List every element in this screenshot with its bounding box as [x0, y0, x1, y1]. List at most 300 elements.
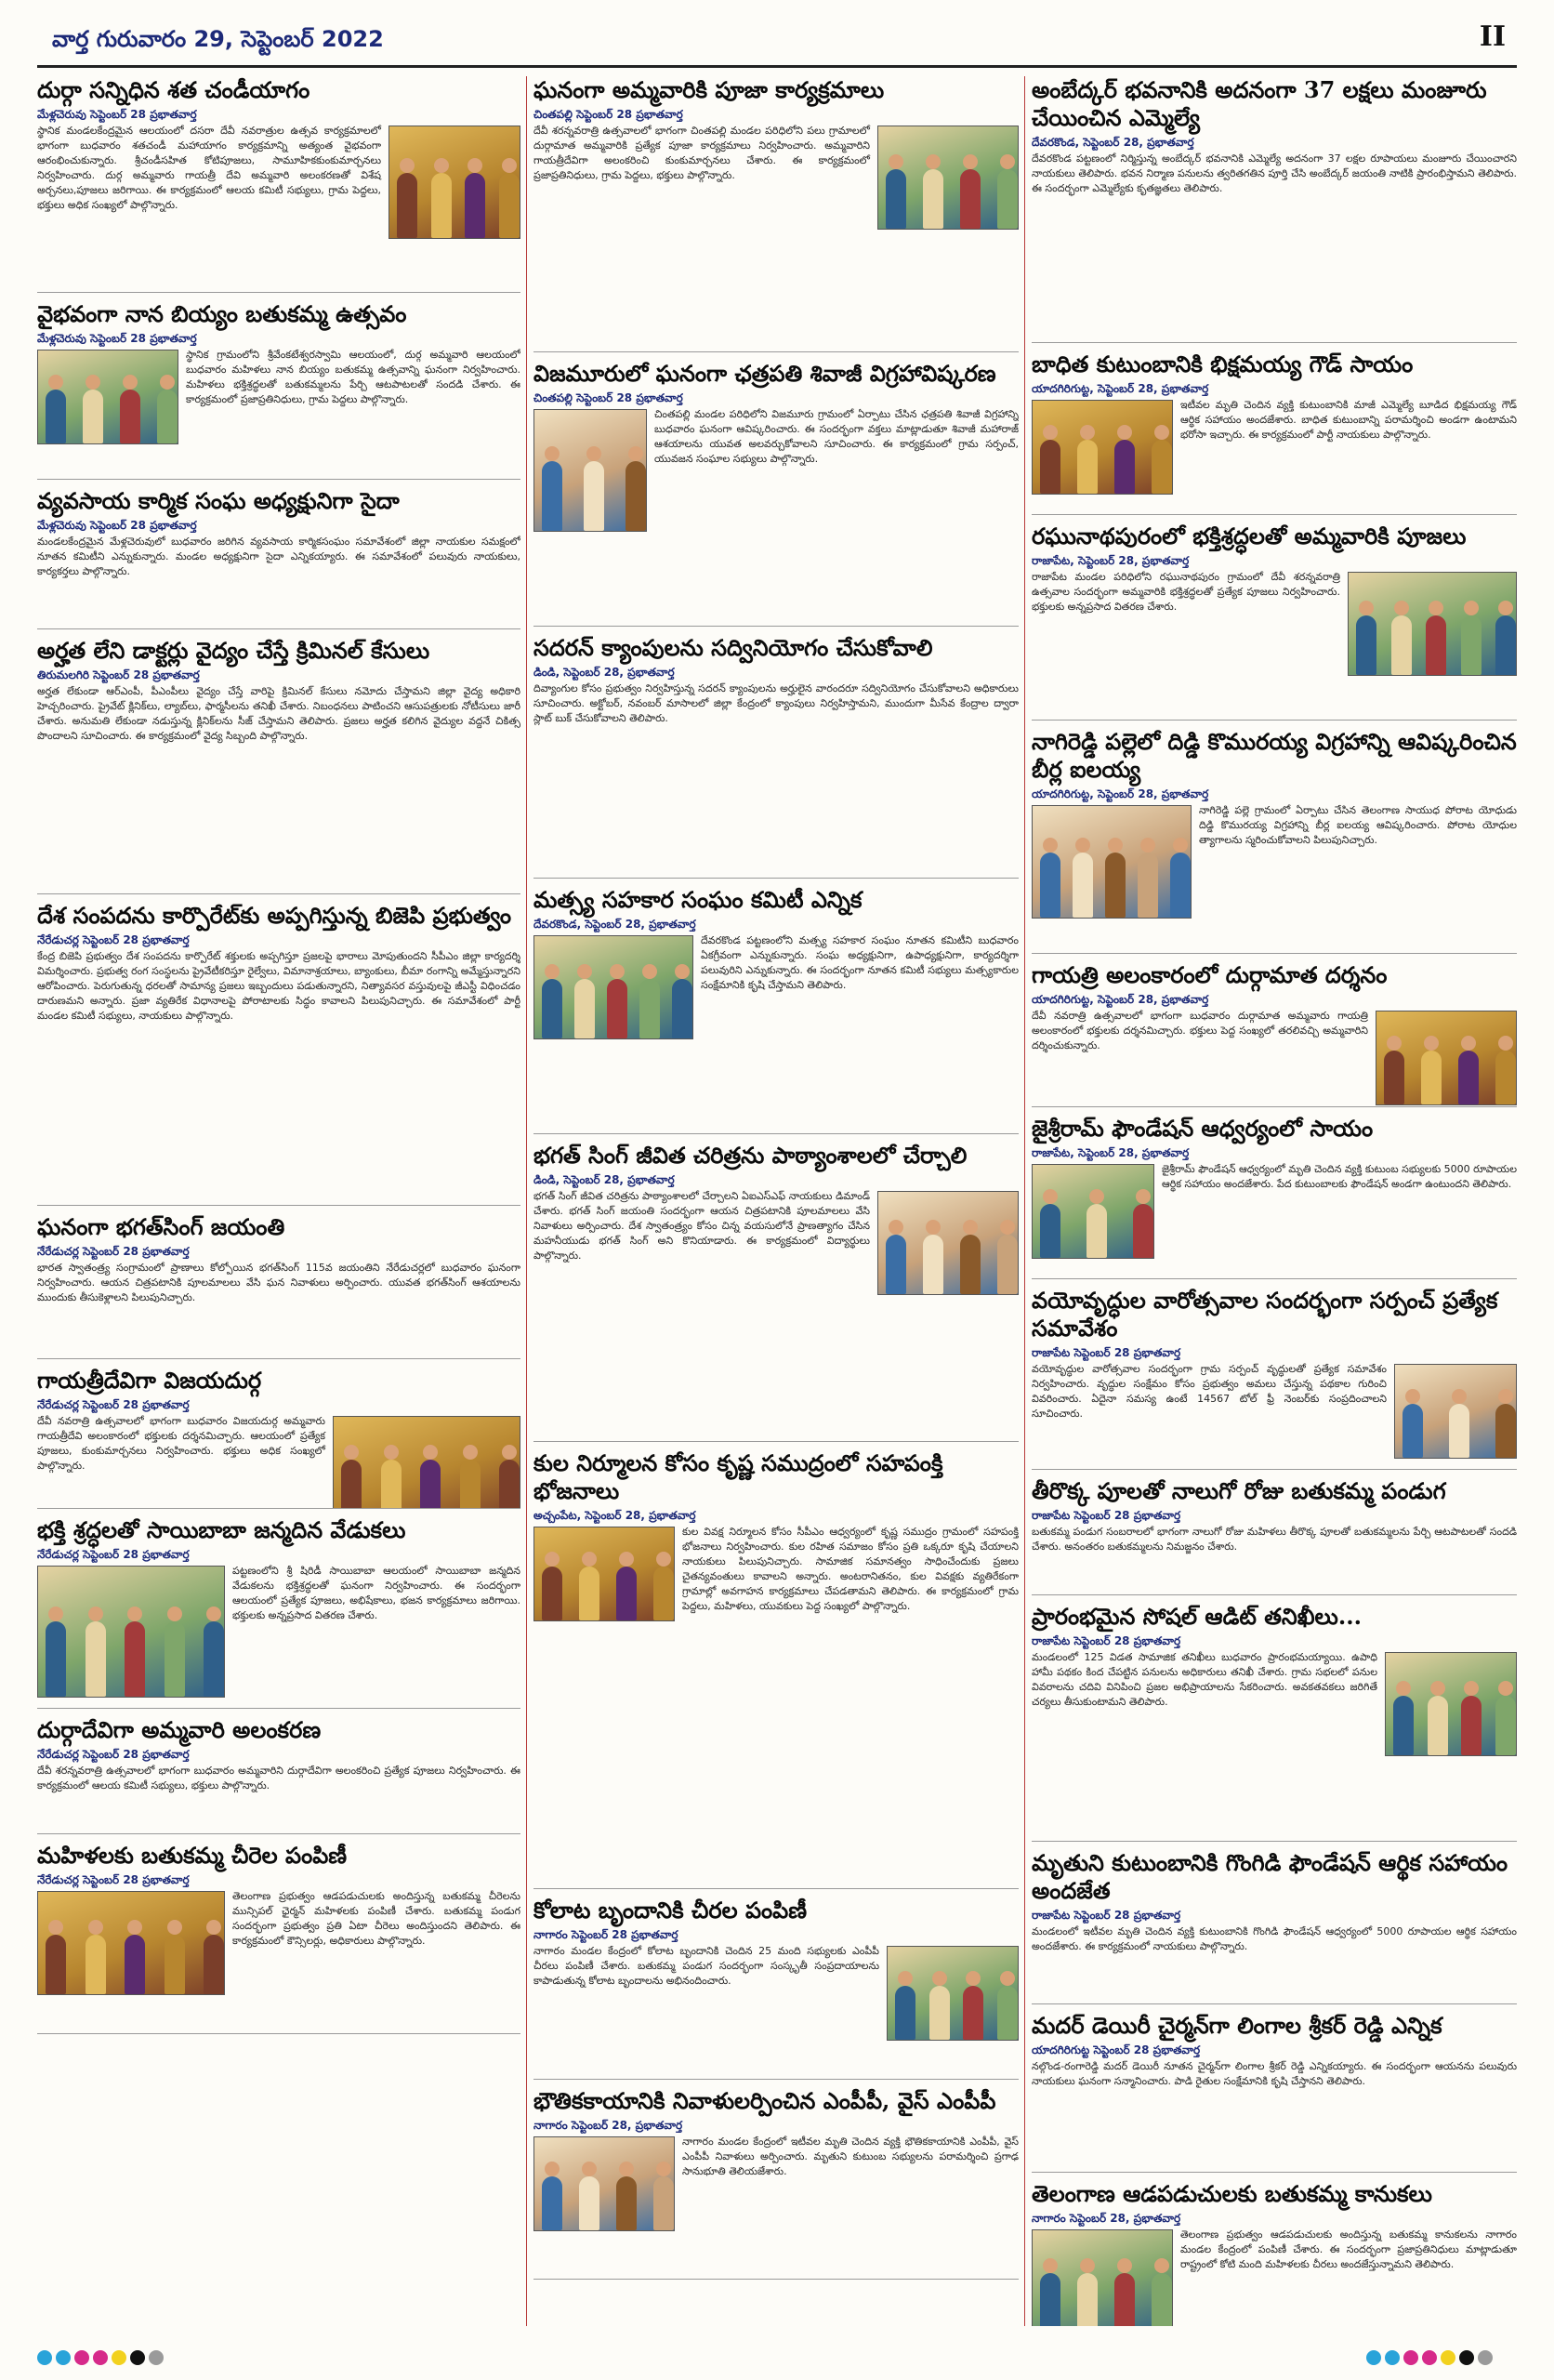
- photo-figure: [574, 979, 595, 1038]
- photo-figure: [1105, 853, 1126, 918]
- story-dateline: డిండి, సెప్టెంబర్ 28, ప్రభాతవార్త: [533, 666, 675, 679]
- news-story: [37, 1716, 520, 1834]
- story-dateline: నాగారం సెప్టెంబర్ 28, ప్రభాతవార్త: [1032, 2212, 1181, 2225]
- photo-figure-head: [963, 154, 978, 169]
- photo-figure-head: [160, 375, 175, 390]
- photo-figure: [886, 1235, 906, 1294]
- story-photo: [37, 350, 178, 444]
- photo-figure: [607, 979, 627, 1038]
- photo-figure-head: [384, 1445, 399, 1460]
- story-dateline: నేరేడుచర్ల సెప్టెంబర్ 28 ప్రభాతవార్త: [37, 1398, 190, 1411]
- photo-figure: [46, 390, 66, 443]
- photo-figure-head: [1461, 1036, 1476, 1051]
- story-dateline: నేరేడుచర్ల సెప్టెంబర్ 28 ప్రభాతవార్త: [37, 1748, 190, 1761]
- story-body: అర్హత లేకుండా ఆర్ఎంపీ, పీఎంపీలు వైద్యం చేస్తే వారిపై క్రిమినల్ కేసులు నమోదు చేస్తామని జిల్లా వైద్య అధికారి హెచ్చరించారు. ప్రైవేట్ క్లినిక్‌లు, ల్యాబ్‌లు, ఫార్మసీలను తనిఖీ చేశారు. నిబంధనలు పాటించని ఆసుపత్రులకు నోటీసులు జారీ చేశారు. అనుమతి లేకుండా నడుస్తున్న క్లినిక్‌లను సీజ్ చేస్తామని తెలిపారు. ప్రజలు అర్హత కలిగిన వైద్యుల వద్దనే చికిత్స పొందాలని సూచించారు. ఈ కార్యక్రమంలో వైద్య సిబ్బంది పాల్గొన్నారు.: [37, 685, 520, 742]
- story-dateline: యాదగిరిగుట్ట, సెప్టెంబర్ 28, ప్రభాతవార్త: [1032, 787, 1209, 800]
- photo-figure-head: [1043, 425, 1058, 440]
- story-photo: [533, 1527, 675, 1621]
- photo-figure-head: [675, 964, 690, 979]
- photo-figure-head: [889, 154, 903, 169]
- photo-figure: [1384, 1051, 1404, 1104]
- news-story: [1032, 1287, 1517, 1470]
- photo-figure-head: [167, 1920, 182, 1935]
- story-photo: [1385, 1652, 1517, 1756]
- story-body: వయోవృద్ధుల వారోత్సవాల సందర్భంగా గ్రామ సర్పంచ్ వృద్ధులతో ప్రత్యేక సమావేశం నిర్వహించారు. వృద్ధుల సంక్షేమం కోసం ప్రభుత్వం అమలు చేస్తున్న పథకాల గురించి వివరించారు. ఏదైనా సమస్య ఉంటే 14567 టోల్ ఫ్రీ నెంబర్‌కు సంప్రదించాలని సూచించారు.: [1032, 1363, 1387, 1420]
- photo-figure: [653, 2176, 674, 2230]
- story-body: బతుకమ్మ పండుగ సంబరాలలో భాగంగా నాలుగో రోజు మహిళలు తీరొక్క పూలతో బతుకమ్మలను పేర్చి ఆటపాటలతో సందడి చేశారు. అనంతరం బతుకమ్మలను నిమజ్జనం చేశారు.: [1032, 1526, 1517, 1553]
- news-story: [533, 886, 1019, 1134]
- photo-figure: [125, 1935, 145, 1994]
- photo-figure: [963, 1986, 983, 2040]
- news-story: [37, 902, 520, 1206]
- photo-figure: [1040, 440, 1060, 494]
- story-photo: [1032, 400, 1173, 495]
- story-body: మండలంలో 125 విడత సామాజిక తనిఖీలు బుధవారం ప్రారంభమయ్యాయి. ఉపాధి హామీ పథకం కింద చేపట్టిన పనులను అధికారులు తనిఖీ చేశారు. గ్రామ సభలలో పనుల వివరాలను చదివి వినిపించి ప్రజల అభిప్రాయాలను సేకరించారు. అవకతవకలు జరిగితే చర్యలు తీసుకుంటామని తెలిపారు.: [1032, 1651, 1377, 1708]
- story-dateline: దేవరకొండ, సెప్టెంబర్ 28, ప్రభాతవార్త: [1032, 136, 1194, 149]
- photo-figure-head: [1043, 838, 1058, 853]
- photo-figure-head: [1359, 601, 1374, 615]
- news-story: [1032, 76, 1517, 343]
- story-headline: అంబేద్కర్ భవనానికి అదనంగా 37 లక్షలు మంజూరు చేయించిన ఎమ్మెల్యే: [1032, 76, 1487, 131]
- photo-figure: [1077, 2273, 1098, 2326]
- photo-figure-head: [582, 1552, 597, 1567]
- story-body: నాగారం మండల కేంద్రంలో కోలాట బృందానికి చెందిన 25 మంది సభ్యులకు ఎంపీపీ చీరలు పంపిణీ చేశారు. బతుకమ్మ పండుగ సందర్భంగా సంస్కృతీ సంప్రదాయాలను కాపాడుతున్న కోలాట బృందాలను అభినందించారు.: [533, 1945, 879, 1987]
- photo-figure: [923, 169, 943, 229]
- story-body: దేవీ నవరాత్రి ఉత్సవాలలో భాగంగా బుధవారం దుర్గామాత అమ్మవారు గాయత్రి అలంకారంలో భక్తులకు దర్శనమిచ్చారు. భక్తులు పెద్ద సంఖ్యలో తరలివచ్చి అమ్మవారిని దర్శించుకున్నారు.: [1032, 1010, 1368, 1051]
- photo-figure-head: [48, 1920, 63, 1935]
- story-body: ఇటీవల మృతి చెందిన వ్యక్తి కుటుంబానికి మాజీ ఎమ్మెల్యే బూడిద భిక్షమయ్య గౌడ్ ఆర్థిక సహాయం అందజేశారు. బాధిత కుటుంబాన్ని పరామర్శించి అండగా ఉంటామని భరోసా ఇచ్చారు. ఈ కార్యక్రమంలో పార్టీ నాయకులు పాల్గొన్నారు.: [1180, 399, 1517, 441]
- news-story: [37, 1367, 520, 1509]
- story-dateline: యాదగిరిగుట్ట, సెప్టెంబర్ 28, ప్రభాతవార్త: [1032, 993, 1209, 1006]
- registration-dot: [130, 2350, 145, 2365]
- photo-figure-head: [1000, 1971, 1015, 1986]
- photo-figure: [165, 1621, 185, 1697]
- news-story: [533, 360, 1019, 627]
- photo-figure: [1391, 615, 1412, 675]
- registration-dot: [1459, 2350, 1474, 2365]
- story-dateline: నాగారం సెప్టెంబర్ 28, ప్రభాతవార్త: [533, 2119, 683, 2132]
- news-story: [533, 1449, 1019, 1889]
- photo-figure: [1152, 2273, 1172, 2326]
- photo-figure-head: [1117, 425, 1132, 440]
- photo-figure: [381, 1460, 402, 1509]
- photo-figure: [465, 173, 485, 238]
- story-headline: నాగిరెడ్డి పల్లెలో దిడ్డి కొమురయ్య విగ్రహాన్ని ఆవిష్కరించిన బీర్ల ఐలయ్య: [1032, 728, 1517, 783]
- photo-figure-head: [963, 1220, 978, 1235]
- story-body: దేవీ శరన్నవరాత్రి ఉత్సవాలలో భాగంగా బుధవారం అమ్మవారిని దుర్గాదేవిగా అలంకరించి ప్రత్యేక పూజలు నిర్వహించారు. ఈ కార్యక్రమంలో ఆలయ కమిటీ సభ్యులు, భక్తులు పాల్గొన్నారు.: [37, 1765, 520, 1792]
- photo-figure-head: [1405, 1389, 1420, 1404]
- photo-figure-head: [434, 158, 449, 173]
- registration-dot: [1385, 2350, 1400, 2365]
- photo-figure: [46, 1621, 66, 1697]
- story-dateline: అచ్చంపేట, సెప్టెంబర్ 28, ప్రభాతవార్త: [533, 1509, 696, 1522]
- story-body: స్థానిక మండలకేంద్రమైన ఆలయంలో దసరా దేవీ నవరాత్రుల ఉత్సవ కార్యక్రమాలలో భాగంగా బుధవారం శతచండీ మహాయాగం కార్యక్రమాన్ని అత్యంత వైభవంగా ఆరంభించుకున్నారు. శ్రీచండీసహిత కోటిపూజలు, సామూహికకుంకుమార్చనలు నిర్వహించారు. దుర్గ అమ్మవారు గాయత్రీ దేవి అమ్మవారి అలంకరణతో విశేష అర్చనలు,పూజలు జరిగాయి. ఈ కార్యక్రమంలో ఆలయ కమిటీ సభ్యులు, గ్రామ పెద్దలు, భక్తులు అధిక సంఖ్యలో పాల్గొన్నారు.: [37, 125, 381, 211]
- photo-figure: [1421, 1051, 1442, 1104]
- story-headline: దేశ సంపదను కార్పొరేట్‌కు అప్పగిస్తున్న బిజెపి ప్రభుత్వం: [37, 902, 512, 929]
- story-headline: మహిళలకు బతుకమ్మ చీరెల పంపిణీ: [37, 1842, 348, 1869]
- story-headline: ఘనంగా అమ్మవారికి పూజా కార్యక్రమాలు: [533, 76, 885, 103]
- news-story: [37, 1842, 520, 2034]
- masthead: [37, 13, 1517, 68]
- story-headline: జైశ్రీరామ్ ఫౌండేషన్ ఆధ్వర్యంలో సాయం: [1032, 1115, 1374, 1142]
- story-body: రాజాపేట మండల పరిధిలోని రఘునాథపురం గ్రామంలో దేవీ శరన్నవరాత్రి ఉత్సవాల సందర్భంగా అమ్మవారికి భక్తిశ్రద్ధలతో ప్రత్యేక పూజలు నిర్వహించారు. భక్తులకు అన్నప్రసాద వితరణ చేశారు.: [1032, 571, 1340, 613]
- photo-figure: [579, 2176, 599, 2230]
- photo-figure-head: [1108, 838, 1123, 853]
- story-body: పట్టణంలోని శ్రీ షిరిడీ సాయిబాబా ఆలయంలో సాయిబాబా జన్మదిన వేడుకలను భక్తిశ్రద్ధలతో ఘనంగా నిర్వహించారు. ఈ సందర్భంగా ఆలయంలో ప్రత్యేక పూజలు, అభిషేకాలు, భజన కార్యక్రమాలు జరిగాయి. భక్తులకు అన్నప్రసాద వితరణ చేశారు.: [232, 1565, 520, 1621]
- column-2: [533, 76, 1019, 2326]
- photo-figure: [929, 1986, 950, 2040]
- story-body: నాగారం మండల కేంద్రంలో ఇటీవల మృతి చెందిన వ్యక్తి భౌతికకాయానికి ఎంపీపీ, వైస్ ఎంపీపీ నివాళులు అర్పించారు. మృతుని కుటుంబ సభ్యులను పరామర్శించి ప్రగాఢ సానుభూతి తెలియజేశారు.: [682, 2135, 1019, 2177]
- photo-figure-head: [1080, 2258, 1095, 2273]
- photo-figure-head: [400, 158, 415, 173]
- story-dateline: దేవరకొండ, సెప్టెంబర్ 28, ప్రభాతవార్త: [533, 918, 696, 931]
- story-body: భారత స్వాతంత్ర్య సంగ్రామంలో ప్రాణాలు కోల్పోయిన భగత్‌సింగ్ 115వ జయంతిని నేరేడుచర్లలో బుధవారం ఘనంగా నిర్వహించారు. ఆయన చిత్రపటానికి పూలమాలలు వేసి ఘన నివాళులు అర్పించారు. యువత భగత్‌సింగ్ ఆశయాలను ముందుకు తీసుకెళ్లాలని పిలుపునిచ్చారు.: [37, 1262, 520, 1303]
- photo-figure: [204, 1621, 224, 1697]
- photo-figure-head: [1136, 1189, 1151, 1204]
- photo-figure: [584, 461, 604, 531]
- story-headline: కోలాట బృందానికి చీరల పంపిణీ: [533, 1897, 808, 1924]
- photo-figure-head: [1154, 2258, 1169, 2273]
- photo-figure-head: [656, 2162, 671, 2176]
- photo-figure: [542, 1567, 562, 1620]
- photo-figure: [1040, 853, 1060, 918]
- photo-figure: [341, 1460, 362, 1509]
- story-dateline: రాజాపేట సెప్టెంబర్ 28 ప్రభాతవార్త: [1032, 1509, 1181, 1522]
- photo-figure-head: [123, 375, 138, 390]
- photo-figure-head: [582, 2162, 597, 2176]
- news-story: [37, 300, 520, 480]
- photo-figure-head: [932, 1971, 947, 1986]
- photo-figure: [1461, 1696, 1482, 1755]
- color-registration-marks-left: [37, 2350, 167, 2367]
- story-headline: ప్రారంభమైన సోషల్ ఆడిట్ తనిఖీలు...: [1032, 1603, 1362, 1630]
- photo-figure-head: [48, 1606, 63, 1621]
- photo-figure: [1495, 1404, 1516, 1458]
- photo-figure: [1152, 440, 1172, 494]
- photo-figure-head: [656, 1552, 671, 1567]
- story-body: చింతపల్లి మండల పరిధిలోని విజమూరు గ్రామంలో ఏర్పాటు చేసిన ఛత్రపతి శివాజీ విగ్రహాన్ని బుధవారం ఘనంగా ఆవిష్కరించారు. ఈ సందర్భంగా వక్తలు మాట్లాడుతూ శివాజీ మహారాజ్ ఆశయాలను యువత అలవర్చుకోవాలని సూచించారు. ఈ కార్యక్రమంలో గ్రామ సర్పంచ్, యువజన సంఘాల సభ్యులు పాల్గొన్నారు.: [654, 408, 1019, 465]
- column-1: [37, 76, 520, 2326]
- story-body: స్థానిక గ్రామంలోని శ్రీవేంకటేశ్వరస్వామి ఆలయంలో, దుర్గ అమ్మవారి ఆలయంలో బుధవారం మహిళలు నాన బియ్యం బతుకమ్మ ఉత్సవాన్ని ఘనంగా నిర్వహించారు. మహిళలు భక్తిశ్రద్ధలతో బతుకమ్మలను పేర్చి ఆటపాటలతో సందడి చేశారు. ఈ కార్యక్రమంలో ప్రజాప్రతినిధులు, గ్రామ పెద్దలు పాల్గొన్నారు.: [186, 349, 520, 405]
- story-headline: మత్స్య సహకార సంఘం కమిటీ ఎన్నిక: [533, 886, 863, 913]
- story-headline: విజమూరులో ఘనంగా ఛత్రపతి శివాజీ విగ్రహావిష్కరణ: [533, 360, 996, 387]
- photo-figure: [157, 390, 178, 443]
- news-story: [1032, 961, 1517, 1107]
- photo-figure-head: [127, 1606, 142, 1621]
- photo-figure: [1138, 853, 1158, 918]
- registration-dot: [112, 2350, 126, 2365]
- photo-figure: [120, 390, 140, 443]
- photo-figure-head: [1464, 1681, 1479, 1696]
- photo-figure-head: [1080, 425, 1095, 440]
- page-number: II: [1479, 20, 1506, 53]
- photo-figure-head: [1430, 1681, 1445, 1696]
- photo-figure: [1426, 615, 1446, 675]
- news-story: [1032, 350, 1517, 515]
- news-story: [1032, 1849, 1517, 2004]
- photo-figure-head: [344, 1445, 359, 1460]
- registration-dot: [56, 2350, 71, 2365]
- photo-figure: [204, 1935, 224, 1994]
- story-headline: రఘునాథపురంలో భక్తిశ్రద్ధలతో అమ్మవారికి పూజలు: [1032, 522, 1467, 549]
- story-dateline: డిండి, సెప్టెంబర్ 28, ప్రభాతవార్త: [533, 1173, 675, 1186]
- photo-figure-head: [48, 375, 63, 390]
- photo-figure-head: [1117, 2258, 1132, 2273]
- photo-figure-head: [966, 1971, 981, 1986]
- news-story: [1032, 522, 1517, 721]
- story-headline: వైభవంగా నాన బియ్యం బతుకమ్మ ఉత్సవం: [37, 300, 407, 327]
- news-story: [1032, 2180, 1517, 2326]
- story-body: నల్గొండ-రంగారెడ్డి మదర్ డెయిరీ నూతన చైర్మన్‌గా లింగాల శ్రీకర్ రెడ్డి ఎన్నికయ్యారు. ఈ సందర్భంగా ఆయనను పలువురు నాయకులు ఘనంగా సన్మానించారు. పాడి రైతుల సంక్షేమానికి కృషి చేస్తానని తెలిపారు.: [1032, 2060, 1517, 2087]
- photo-figure-head: [1498, 1036, 1513, 1051]
- story-body: దేవరకొండ పట్టణంలోని మత్స్య సహకార సంఘం నూతన కమిటీని బుధవారం ఏకగ్రీవంగా ఎన్నుకున్నారు. సంఘ అధ్యక్షునిగా, ఉపాధ్యక్షునిగా, కార్యదర్శిగా పలువురిని ఎన్నుకున్నారు. ఈ సందర్భంగా నూతన కమిటీ సభ్యులు మత్స్యకారుల సంక్షేమానికి కృషి చేస్తామని తెలిపారు.: [701, 934, 1019, 991]
- photo-figure: [1403, 1404, 1423, 1458]
- photo-figure-head: [545, 964, 560, 979]
- story-headline: కుల నిర్మూలన కోసం కృష్ణ సముద్రంలో సహపంక్తి భోజనాలు: [533, 1449, 943, 1504]
- photo-figure: [1495, 1696, 1516, 1755]
- story-body: తెలంగాణ ప్రభుత్వం ఆడపడుచులకు అందిస్తున్న బతుకమ్మ చీరెలను మున్సిపల్ ఛైర్మన్ మహిళలకు పంపిణీ చేశారు. బతుకమ్మ పండుగ సందర్భంగా ప్రభుత్వం ప్రతి ఏటా చీరెలు అందిస్తుందని తెలిపారు. ఈ కార్యక్రమంలో కౌన్సిలర్లు, అధికారులు పాల్గొన్నారు.: [232, 1890, 520, 1947]
- news-story: [1032, 1603, 1517, 1842]
- story-photo: [533, 2136, 675, 2231]
- story-body: దివ్యాంగుల కోసం ప్రభుత్వం నిర్వహిస్తున్న సదరన్ క్యాంపులను అర్హులైన వారందరూ సద్వినియోగం చేసుకోవాలని అధికారులు సూచించారు. అక్టోబర్, నవంబర్ మాసాలలో జిల్లా కేంద్రంలో క్యాంపులు నిర్వహిస్తామని, ముందుగా మీసేవ కేంద్రాల ద్వారా స్లాట్ బుక్ చేసుకోవాలని తెలిపారు.: [533, 682, 1019, 724]
- news-story: [37, 1516, 520, 1709]
- story-body: మండలంలో ఇటీవల మృతి చెందిన వ్యక్తి కుటుంబానికి గొంగిడి ఫౌండేషన్ ఆధ్వర్యంలో 5000 రూపాయల ఆర్థిక సహాయం అందజేశారు. ఈ కార్యక్రమంలో నాయకులు పాల్గొన్నారు.: [1032, 1925, 1517, 1952]
- photo-figure: [653, 1567, 674, 1620]
- photo-figure: [1495, 615, 1516, 675]
- news-story: [1032, 1477, 1517, 1595]
- photo-figure-head: [926, 154, 941, 169]
- story-photo: [1032, 1164, 1154, 1259]
- photo-figure-head: [610, 964, 625, 979]
- story-photo: [887, 1946, 1019, 2041]
- photo-figure-head: [642, 964, 657, 979]
- photo-figure: [1428, 1696, 1448, 1755]
- story-body: భగత్ సింగ్ జీవిత చరిత్రను పాఠ్యాంశాలలో చేర్చాలని ఏఐఎస్ఎఫ్ నాయకులు డిమాండ్ చేశారు. భగత్ సింగ్ జయంతి సందర్భంగా ఆయన చిత్రపటానికి పూలమాలలు వేసి నివాళులు అర్పించారు. దేశ స్వాతంత్ర్యం కోసం చిన్న వయసులోనే ప్రాణత్యాగం చేసిన మహనీయుడు భగత్ సింగ్ అని కొనియాడారు. ఈ కార్యక్రమంలో విద్యార్థులు పాల్గొన్నారు.: [533, 1190, 870, 1262]
- photo-figure: [460, 1460, 481, 1509]
- photo-figure-head: [1173, 838, 1188, 853]
- story-dateline: యాదగిరిగుట్ట, సెప్టెంబర్ 28, ప్రభాతవార్త: [1032, 382, 1209, 395]
- story-headline: వ్యవసాయ కార్మిక సంఘ అధ్యక్షునిగా సైదా: [37, 487, 400, 514]
- registration-dot: [1478, 2350, 1493, 2365]
- photo-figure: [86, 1621, 106, 1697]
- story-dateline: రాజాపేట, సెప్టెంబర్ 28, ప్రభాతవార్త: [1032, 554, 1190, 567]
- story-body: దేవీ శరన్నవరాత్రి ఉత్సవాలలో భాగంగా చింతపల్లి మండల పరిధిలోని పలు గ్రామాలలో దుర్గామాత అమ్మవారికి ప్రత్యేక పూజా కార్యక్రమాలు నిర్వహించారు. అమ్మవారిని గాయత్రీదేవిగా అలంకరించి కుంకుమార్చనలు చేశారు. ఈ కార్యక్రమంలో ప్రజాప్రతినిధులు, గ్రామ పెద్దలు, భక్తులు పాల్గొన్నారు.: [533, 125, 870, 181]
- story-headline: వయోవృద్ధుల వారోత్సవాల సందర్భంగా సర్పంచ్ ప్రత్యేక సమావేశం: [1032, 1287, 1498, 1342]
- registration-dot: [1441, 2350, 1455, 2365]
- photo-figure-head: [1498, 1389, 1513, 1404]
- photo-figure: [499, 1460, 520, 1509]
- story-dateline: రాజాపేట సెప్టెంబర్ 28 ప్రభాతవార్త: [1032, 1346, 1181, 1359]
- photo-figure-head: [586, 446, 601, 461]
- column-divider: [1024, 76, 1025, 2326]
- photo-figure: [1077, 440, 1098, 494]
- photo-figure-head: [1043, 2258, 1058, 2273]
- story-dateline: నేరేడుచర్ల సెప్టెంబర్ 28 ప్రభాతవార్త: [37, 1873, 190, 1886]
- photo-figure: [1170, 853, 1191, 918]
- story-dateline: యాదగిరిగుట్ట సెప్టెంబర్ 28 ప్రభాతవార్త: [1032, 2043, 1201, 2056]
- registration-dot: [1366, 2350, 1381, 2365]
- photo-figure-head: [1424, 1036, 1439, 1051]
- photo-figure: [895, 1986, 915, 2040]
- story-headline: భగత్ సింగ్ జీవిత చరిత్రను పాఠ్యాంశాలలో చేర్చాలి: [533, 1142, 968, 1169]
- photo-figure-head: [1000, 154, 1015, 169]
- photo-figure-head: [127, 1920, 142, 1935]
- news-story: [37, 76, 520, 293]
- story-body: నాగిరెడ్డి పల్లె గ్రామంలో ఏర్పాటు చేసిన తెలంగాణ సాయుధ పోరాట యోధుడు దిడ్డి కొమురయ్య విగ్రహాన్ని బీర్ల ఐలయ్య ఆవిష్కరించారు. పోరాట యోధుల త్యాగాలను స్మరించుకోవాలని పిలుపునిచ్చారు.: [1199, 804, 1517, 846]
- story-dateline: మేళ్లచెరువు సెప్టెంబర్ 28 ప్రభాతవార్త: [37, 332, 197, 345]
- photo-figure-head: [889, 1220, 903, 1235]
- photo-figure-head: [206, 1920, 221, 1935]
- photo-figure-head: [502, 158, 517, 173]
- story-headline: తెలంగాణ ఆడపడుచులకు బతుకమ్మ కానుకలు: [1032, 2180, 1432, 2207]
- story-headline: భౌతికకాయానికి నివాళులర్పించిన ఎంపీపీ, వైస్ ఎంపీపీ: [533, 2087, 996, 2114]
- story-dateline: తిరుమలగిరి సెప్టెంబర్ 28 ప్రభాతవార్త: [37, 668, 200, 681]
- story-headline: గాయత్రి అలంకారంలో దుర్గామాత దర్శనం: [1032, 961, 1388, 988]
- news-story: [1032, 728, 1517, 954]
- story-photo: [1376, 1011, 1517, 1105]
- photo-figure: [499, 173, 520, 238]
- story-headline: బాధిత కుటుంబానికి భిక్షమయ్య గౌడ్ సాయం: [1032, 350, 1414, 377]
- photo-figure: [626, 461, 646, 531]
- photo-figure-head: [423, 1445, 438, 1460]
- photo-figure-head: [463, 1445, 478, 1460]
- photo-figure: [1133, 1204, 1153, 1258]
- photo-figure: [1449, 1404, 1469, 1458]
- photo-figure-head: [1140, 838, 1155, 853]
- news-story: [37, 487, 520, 629]
- story-body: దేవరకొండ పట్టణంలో నిర్మిస్తున్న అంబేద్కర్ భవనానికి ఎమ్మెల్యే అదనంగా 37 లక్షల రూపాయలు మంజూరు చేయించారని నాయకులు తెలిపారు. భవన నిర్మాణ పనులను త్వరితగతిన పూర్తి చేసి అంబేద్కర్ జయంతి నాటికి ప్రారంభిస్తామని తెలిపారు. ఈ సందర్భంగా ఎమ్మెల్యేకు కృతజ్ఞతలు తెలిపారు.: [1032, 152, 1517, 194]
- photo-figure: [420, 1460, 441, 1509]
- photo-figure-head: [1498, 1681, 1513, 1696]
- photo-figure: [83, 390, 103, 443]
- news-story: [533, 634, 1019, 879]
- photo-figure: [997, 1235, 1018, 1294]
- photo-figure-head: [1089, 1189, 1104, 1204]
- photo-figure-head: [898, 1971, 913, 1986]
- photo-figure-head: [1429, 601, 1443, 615]
- story-photo: [533, 935, 693, 1039]
- photo-figure-head: [1452, 1389, 1467, 1404]
- story-dateline: రాజాపేట, సెప్టెంబర్ 28, ప్రభాతవార్త: [1032, 1146, 1190, 1159]
- photo-figure: [1040, 1204, 1060, 1258]
- photo-figure: [1393, 1696, 1414, 1755]
- photo-figure-head: [619, 1552, 634, 1567]
- story-body: తెలంగాణ ప్రభుత్వం ఆడపడుచులకు అందిస్తున్న బతుకమ్మ కానుకలను నాగారం మండల కేంద్రంలో పంపిణీ చేశారు. ఈ సందర్భంగా ప్రజాప్రతినిధులు మాట్లాడుతూ రాష్ట్రంలో కోటి మంది మహిళలకు చీరలు అందజేస్తున్నామని తెలిపారు.: [1180, 2228, 1517, 2270]
- photo-figure: [86, 1935, 106, 1994]
- photo-figure-head: [88, 1920, 103, 1935]
- story-headline: సదరన్ క్యాంపులను సద్వినియోగం చేసుకోవాలి: [533, 634, 933, 661]
- registration-dot: [74, 2350, 89, 2365]
- story-headline: ఘనంగా భగత్‌సింగ్ జయంతి: [37, 1213, 285, 1240]
- story-photo: [877, 126, 1019, 230]
- story-photo: [533, 409, 647, 532]
- story-photo: [333, 1416, 520, 1509]
- photo-figure: [672, 979, 692, 1038]
- photo-figure-head: [206, 1606, 221, 1621]
- story-headline: గాయత్రీదేవిగా విజయదుర్గ: [37, 1367, 262, 1394]
- news-story: [1032, 1115, 1517, 1279]
- photo-figure: [886, 169, 906, 229]
- news-story: [533, 2087, 1019, 2280]
- photo-figure: [542, 2176, 562, 2230]
- photo-figure: [165, 1935, 185, 1994]
- photo-figure-head: [1387, 1036, 1402, 1051]
- story-photo: [1394, 1364, 1517, 1459]
- story-dateline: చింతపల్లి సెప్టెంబర్ 28 ప్రభాతవార్త: [533, 108, 683, 121]
- photo-figure: [579, 1567, 599, 1620]
- photo-figure: [1114, 440, 1135, 494]
- story-dateline: నేరేడుచర్ల సెప్టెంబర్ 28 ప్రభాతవార్త: [37, 1245, 190, 1258]
- story-photo: [37, 1566, 225, 1698]
- photo-figure: [960, 1235, 981, 1294]
- photo-figure-head: [88, 1606, 103, 1621]
- story-headline: భక్తి శ్రద్ధలతో సాయిబాబా జన్మదిన వేడుకలు: [37, 1516, 406, 1543]
- column-divider: [526, 76, 527, 2326]
- story-dateline: మేళ్లచెరువు సెప్టెంబర్ 28 ప్రభాతవార్త: [37, 519, 197, 532]
- color-registration-marks-right: [1366, 2350, 1496, 2367]
- news-story: [37, 637, 520, 894]
- photo-figure-head: [1000, 1220, 1015, 1235]
- photo-figure-head: [1154, 425, 1169, 440]
- photo-figure: [616, 2176, 637, 2230]
- photo-figure-head: [545, 446, 560, 461]
- photo-figure-head: [1464, 601, 1479, 615]
- story-photo: [1032, 2229, 1173, 2326]
- story-headline: దుర్గాదేవిగా అమ్మవారి అలంకరణ: [37, 1716, 322, 1743]
- photo-figure-head: [628, 446, 643, 461]
- story-body: కుల వివక్ష నిర్మూలన కోసం సీపీఎం ఆధ్వర్యంలో కృష్ణ సముద్రం గ్రామంలో సహపంక్తి భోజనాలు నిర్వహించారు. కుల రహిత సమాజం కోసం ప్రతి ఒక్కరూ కృషి చేయాలని నాయకులు పిలుపునిచ్చారు. సామాజిక సమానత్వం సాధించేందుకు ప్రజలు చైతన్యవంతులు కావాలని అన్నారు. అంటరానితనం, కుల వివక్షకు వ్యతిరేకంగా గ్రామాల్లో అవగాహన కార్యక్రమాలు చేపడతామని తెలిపారు. ఈ కార్యక్రమంలో గ్రామ పెద్దలు, మహిళలు, యువకులు పెద్ద సంఖ్యలో పాల్గొన్నారు.: [682, 1526, 1019, 1612]
- photo-figure: [125, 1621, 145, 1697]
- story-headline: అర్హత లేని డాక్టర్లు వైద్యం చేస్తే క్రిమినల్ కేసులు: [37, 637, 430, 664]
- story-headline: మృతుని కుటుంబానికి గొంగిడి ఫౌండేషన్ ఆర్థిక సహాయం అందజేత: [1032, 1849, 1508, 1904]
- dateline: వార్త గురువారం 29, సెప్టెంబర్ 2022: [52, 26, 384, 52]
- photo-figure-head: [1075, 838, 1090, 853]
- story-headline: తీరొక్క పూలతో నాలుగో రోజు బతుకమ్మ పండుగ: [1032, 1477, 1446, 1504]
- story-body: మండలకేంద్రమైన మేళ్లచెరువులో బుధవారం జరిగిన వ్యవసాయ కార్మికసంఘం సమావేశంలో జిల్లా నాయకుల సమక్షంలో నూతన కమిటీని ఎన్నుకున్నారు. మండల అధ్యక్షునిగా సైదా ఎన్నికయ్యారు. ఈ సమావేశంలో పలువురు నాయకులు, కార్యకర్తలు పాల్గొన్నారు.: [37, 536, 520, 577]
- registration-dot: [1403, 2350, 1418, 2365]
- registration-dot: [149, 2350, 164, 2365]
- story-body: కేంద్ర బిజెపి ప్రభుత్వం దేశ సంపదను కార్పొరేట్ శక్తులకు అప్పగిస్తూ ప్రజలపై భారాలు మోపుతుందని సీపీఎం జిల్లా కార్యదర్శి విమర్శించారు. ప్రభుత్వ రంగ సంస్థలను ప్రైవేటీకరిస్తూ రైల్వేలు, విమానాశ్రయాలు, బ్యాంకులు, బీమా రంగాన్ని అమ్మేస్తున్నారని ఆరోపించారు. పెరుగుతున్న ధరలతో సామాన్య ప్రజలు ఇబ్బందులు పడుతున్నారని, నిత్యావసర వస్తువులపై జీఎస్టీ విధించడం దారుణమని అన్నారు. ప్రజా వ్యతిరేక విధానాలపై పోరాటాలకు సిద్ధం కావాలని పిలుపునిచ్చారు. ఈ సమావేశంలో పార్టీ మండల కమిటీ సభ్యులు, నాయకులు పాల్గొన్నారు.: [37, 950, 520, 1022]
- story-headline: దుర్గా సన్నిధిన శత చండీయాగం: [37, 76, 310, 103]
- photo-figure: [997, 169, 1018, 229]
- photo-figure-head: [926, 1220, 941, 1235]
- photo-figure: [1461, 615, 1482, 675]
- photo-figure: [542, 979, 562, 1038]
- story-photo: [877, 1191, 1019, 1295]
- story-body: జైశ్రీరామ్ ఫౌండేషన్ ఆధ్వర్యంలో మృతి చెందిన వ్యక్తి కుటుంబ సభ్యులకు 5000 రూపాయల ఆర్థిక సహాయం అందజేశారు. పేద కుటుంబాలకు ఫౌండేషన్ అండగా ఉంటుందని తెలిపారు.: [1162, 1163, 1517, 1190]
- story-dateline: రాజాపేట సెప్టెంబర్ 28 ప్రభాతవార్త: [1032, 1909, 1181, 1922]
- story-headline: మదర్ డెయిరీ చైర్మన్‌గా లింగాల శ్రీకర్ రెడ్డి ఎన్నిక: [1032, 2012, 1442, 2039]
- story-photo: [388, 126, 520, 239]
- photo-figure-head: [167, 1606, 182, 1621]
- story-dateline: మేళ్లచెరువు సెప్టెంబర్ 28 ప్రభాతవార్త: [37, 108, 197, 121]
- photo-figure-head: [1498, 601, 1513, 615]
- photo-figure-head: [1396, 1681, 1411, 1696]
- column-3: [1032, 76, 1517, 2326]
- news-story: [533, 1142, 1019, 1442]
- photo-figure: [46, 1935, 66, 1994]
- story-dateline: రాజాపేట సెప్టెంబర్ 28 ప్రభాతవార్త: [1032, 1634, 1181, 1647]
- photo-figure-head: [577, 964, 592, 979]
- photo-figure: [397, 173, 417, 238]
- photo-figure-head: [619, 2162, 634, 2176]
- story-photo: [37, 1891, 225, 1995]
- story-dateline: చింతపల్లి సెప్టెంబర్ 28 ప్రభాతవార్త: [533, 391, 683, 404]
- news-story: [1032, 2012, 1517, 2173]
- photo-figure: [431, 173, 452, 238]
- photo-figure-head: [502, 1445, 517, 1460]
- photo-figure: [1495, 1051, 1516, 1104]
